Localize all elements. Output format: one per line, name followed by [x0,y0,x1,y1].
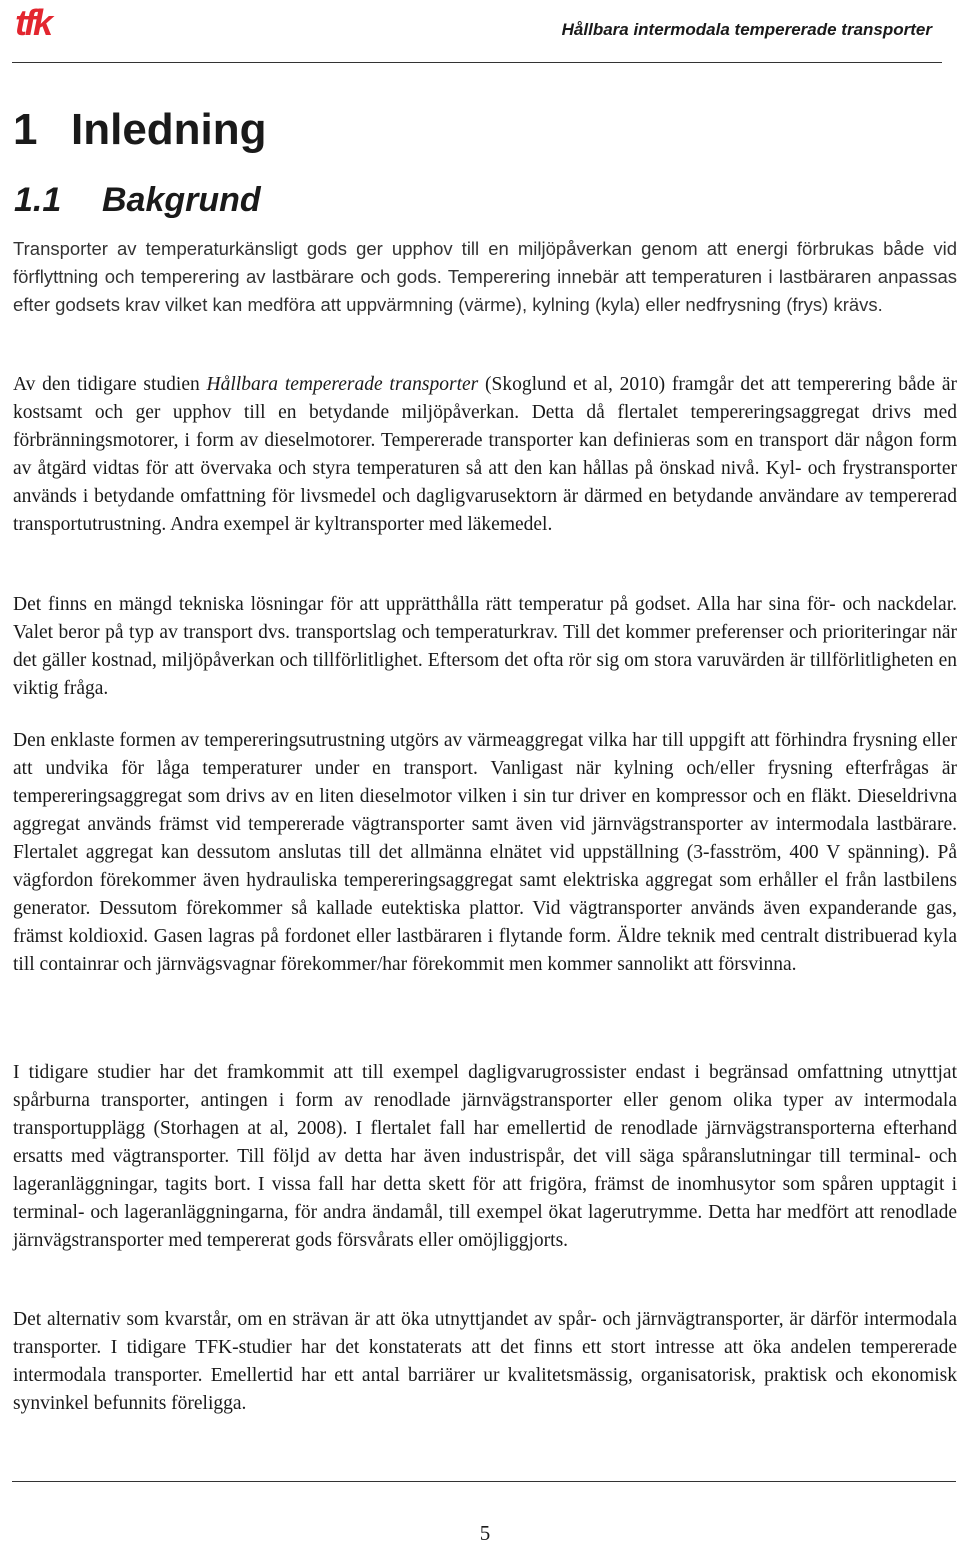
logo-text: tfk [15,4,50,42]
header-divider [12,62,942,63]
page-number: 5 [479,1521,491,1545]
chapter-title: Inledning [71,105,267,154]
chapter-heading [13,102,267,158]
section-heading [14,178,261,222]
paragraph-2-lead: Av den tidigare studien [13,374,207,395]
paragraph-3: Det finns en mängd tekniska lösningar för att upprätthålla rätt temperatur på godset. Alla har sina för- och nackdelar. Valet beror på typ av transport dvs. transportslag och temperaturkrav. Till det kommer preferenser och prioriteringar när det gäller kostnad, miljöpåverkan och tillförlitlighet. Eftersom det ofta rör sig om stora varuvärden är tillförlitligheten en viktig fråga. [13,594,957,699]
running-title: Hållbara intermodala tempererade transporter [561,20,932,39]
paragraph-2 [13,371,957,539]
section-number: 1.1 [14,181,62,219]
page-header [0,0,960,66]
paragraph-1: Transporter av temperaturkänsligt gods ger upphov till en miljöpåverkan genom att energi förbrukas både vid förflyttning och temperering av lastbärare och gods. Temperering innebär att temperaturen i lastbäraren anpassas efter godsets krav vilket kan medföra att uppvärmning (värme), kylning (kyla) eller nedfrysning (frys) krävs. [13,238,957,315]
study-title: Hållbara tempererade transporter [206,374,479,395]
paragraph-6: Det alternativ som kvarstår, om en strävan är att öka utnyttjandet av spår- och järnvägtransporter, är därför intermodala transporter. I tidigare TFK-studier har det konstaterats att det finns ett stort intresse att öka andelen tempererade intermodala transporter. Emellertid har ett antal barriärer ur kvalitetsmässig, organisatorisk, praktisk och ekonomisk synvinkel befunnits föreligga. [13,1309,957,1414]
footer-divider [12,1481,956,1482]
paragraph-4: Den enklaste formen av tempereringsutrustning utgörs av värmeaggregat vilka har till uppgift att förhindra frysning eller att undvika för låga temperaturer under en transport. Vanligast när kylning och/eller frysning efterfrågas är tempereringsaggregat som drivs av en liten dieselmotor vilken i sin tur driver en kompressor och en fläkt. Dieseldrivna aggregat används främst vid tempererade vägtransporter samt även vid järnvägstransporter av intermodala lastbärare. Flertalet aggregat kan dessutom anslutas till det allmänna elnätet vid uppställning (3-fasström, 400 V spänning). På vägfordon förekommer även hydrauliska tempereringsaggregat samt elektriska aggregat som erhåller el från lastbilens generator. Dessutom förekommer så kallade eutektiska plattor. Vid vägtransporter används även expanderande gas, främst koldioxid. Gasen lagras på fordonet eller lastbäraren i flytande form. Äldre teknik med centralt distribuerad kyla till containrar och järnvägsvagnar förekommer/har förekommit men kommer sannolikt att försvinna. [13,730,957,975]
section-title: Bakgrund [102,181,261,219]
chapter-number: 1 [13,105,38,154]
tfk-logo [14,4,72,42]
paragraph-5: I tidigare studier har det framkommit att till exempel dagligvarugrossister endast i begränsad omfattning utnyttjat spårburna transporter, antingen i form av renodlade järnvägstransporter eller genom olika typer av intermodala transportupplägg (Storhagen at al, 2008). I flertalet fall har emellertid de renodlade järnvägstransporterna efterhand ersatts med vägtransporter. Till följd av detta har även industrispår, det vill säga spåranslutningar till terminal- och lageranläggningar, tagits bort. I vissa fall har detta skett för att frigöra, främst de inomhusytor som spåren upptagit i terminal- och lageranläggningarna, för andra ändamål, till exempel ökat lagerutrymme. Detta har medfört att renodlade järnvägstransporter med tempererat gods försvårats eller omöjliggjorts. [13,1062,957,1251]
paragraph-2-rest: (Skoglund et al, 2010) framgår det att temperering både är kostsamt och ger upphov till en betydande miljöpåverkan. Detta då flertalet tempereringsaggregat drivs med förbränningsmotorer, i form av dieselmotorer. Tempererade transporter kan definieras som en transport där någon form av åtgärd vidtas för att övervaka och styra temperaturen så att den kan hållas på önskad nivå. Kyl- och frystransporter används i betydande omfattning för livsmedel och dagligvarusektorn är därmed en betydande användare av tempererad transportutrustning. Andra exempel är kyltransporter med läkemedel. [13,374,957,535]
